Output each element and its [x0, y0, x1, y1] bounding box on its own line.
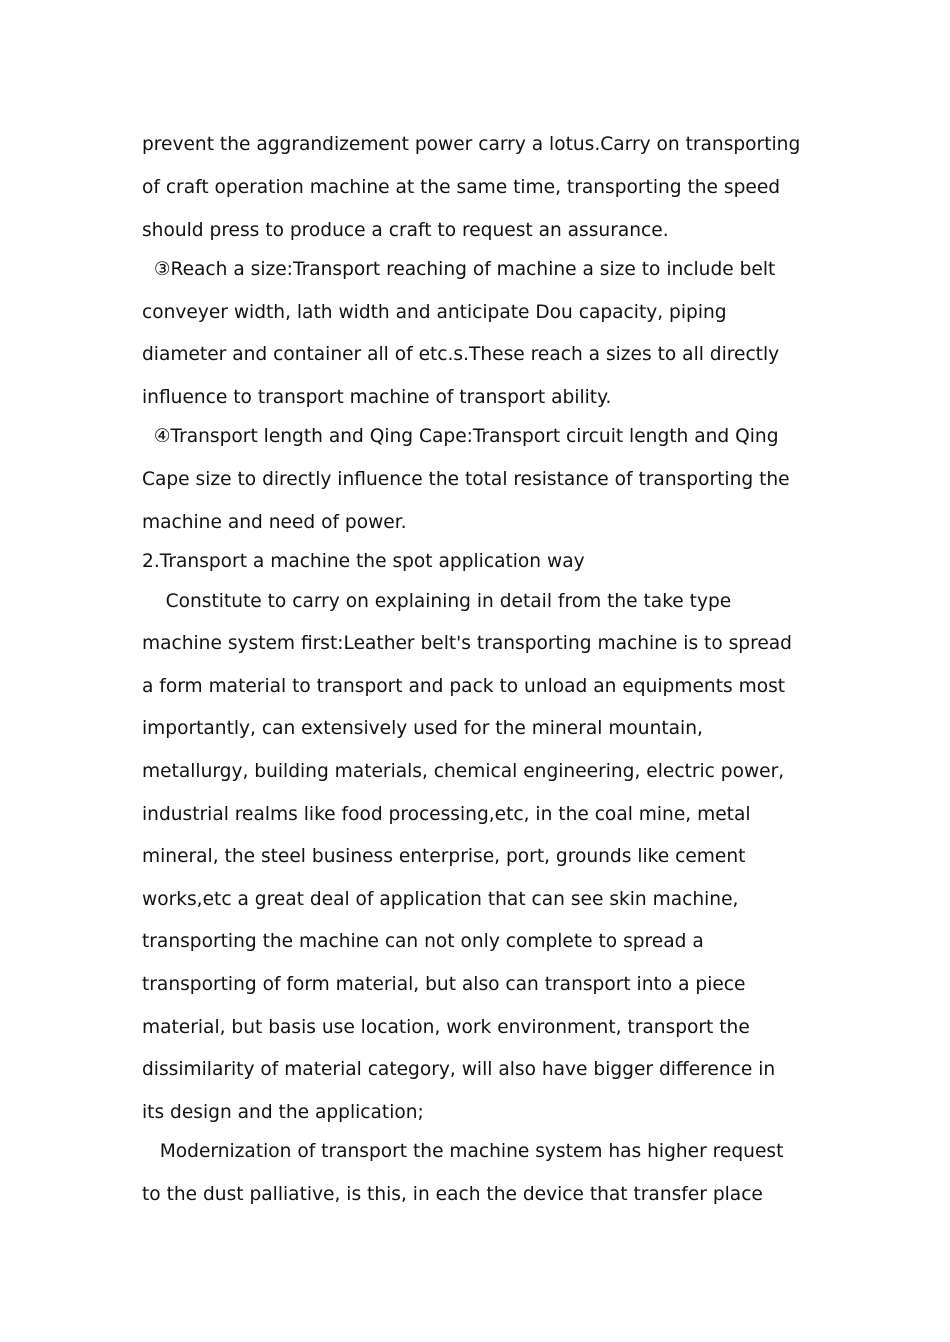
text-line: diameter and container all of etc.s.These reach a sizes to all directly — [142, 344, 780, 365]
text-line: ③Reach a size:Transport reaching of machine a size to include belt — [142, 259, 776, 280]
text-line: dissimilarity of material category, will also have bigger difference in — [142, 1059, 776, 1080]
text-line: machine system first:Leather belt's transporting machine is to spread — [142, 633, 792, 654]
text-line: a form material to transport and pack to unload an equipments most — [142, 676, 786, 697]
text-line: its design and the application; — [142, 1102, 424, 1123]
text-line: importantly, can extensively used for the mineral mountain, — [142, 718, 703, 739]
text-line: Modernization of transport the machine system has higher request — [142, 1141, 784, 1162]
text-line: transporting of form material, but also can transport into a piece — [142, 974, 746, 995]
text-line: conveyer width, lath width and anticipate Dou capacity, piping — [142, 302, 727, 323]
text-line: material, but basis use location, work environment, transport the — [142, 1017, 750, 1038]
text-line: to the dust palliative, is this, in each the device that transfer place — [142, 1184, 763, 1205]
text-line: works,etc a great deal of application that can see skin machine, — [142, 889, 739, 910]
text-line: machine and need of power. — [142, 512, 407, 533]
text-line: should press to produce a craft to request an assurance. — [142, 220, 669, 241]
section-heading: 2.Transport a machine the spot application way — [142, 551, 585, 572]
text-line: ④Transport length and Qing Cape:Transport circuit length and Qing — [142, 426, 779, 447]
text-line: influence to transport machine of transport ability. — [142, 387, 612, 408]
text-line: Constitute to carry on explaining in detail from the take type — [142, 591, 732, 612]
text-line: of craft operation machine at the same time, transporting the speed — [142, 177, 781, 198]
text-line: Cape size to directly influence the total resistance of transporting the — [142, 469, 790, 490]
text-line: metallurgy, building materials, chemical engineering, electric power, — [142, 761, 785, 782]
text-line: industrial realms like food processing,etc, in the coal mine, metal — [142, 804, 751, 825]
text-line: transporting the machine can not only complete to spread a — [142, 931, 704, 952]
text-line: mineral, the steel business enterprise, port, grounds like cement — [142, 846, 746, 867]
text-line: prevent the aggrandizement power carry a lotus.Carry on transporting — [142, 134, 801, 155]
